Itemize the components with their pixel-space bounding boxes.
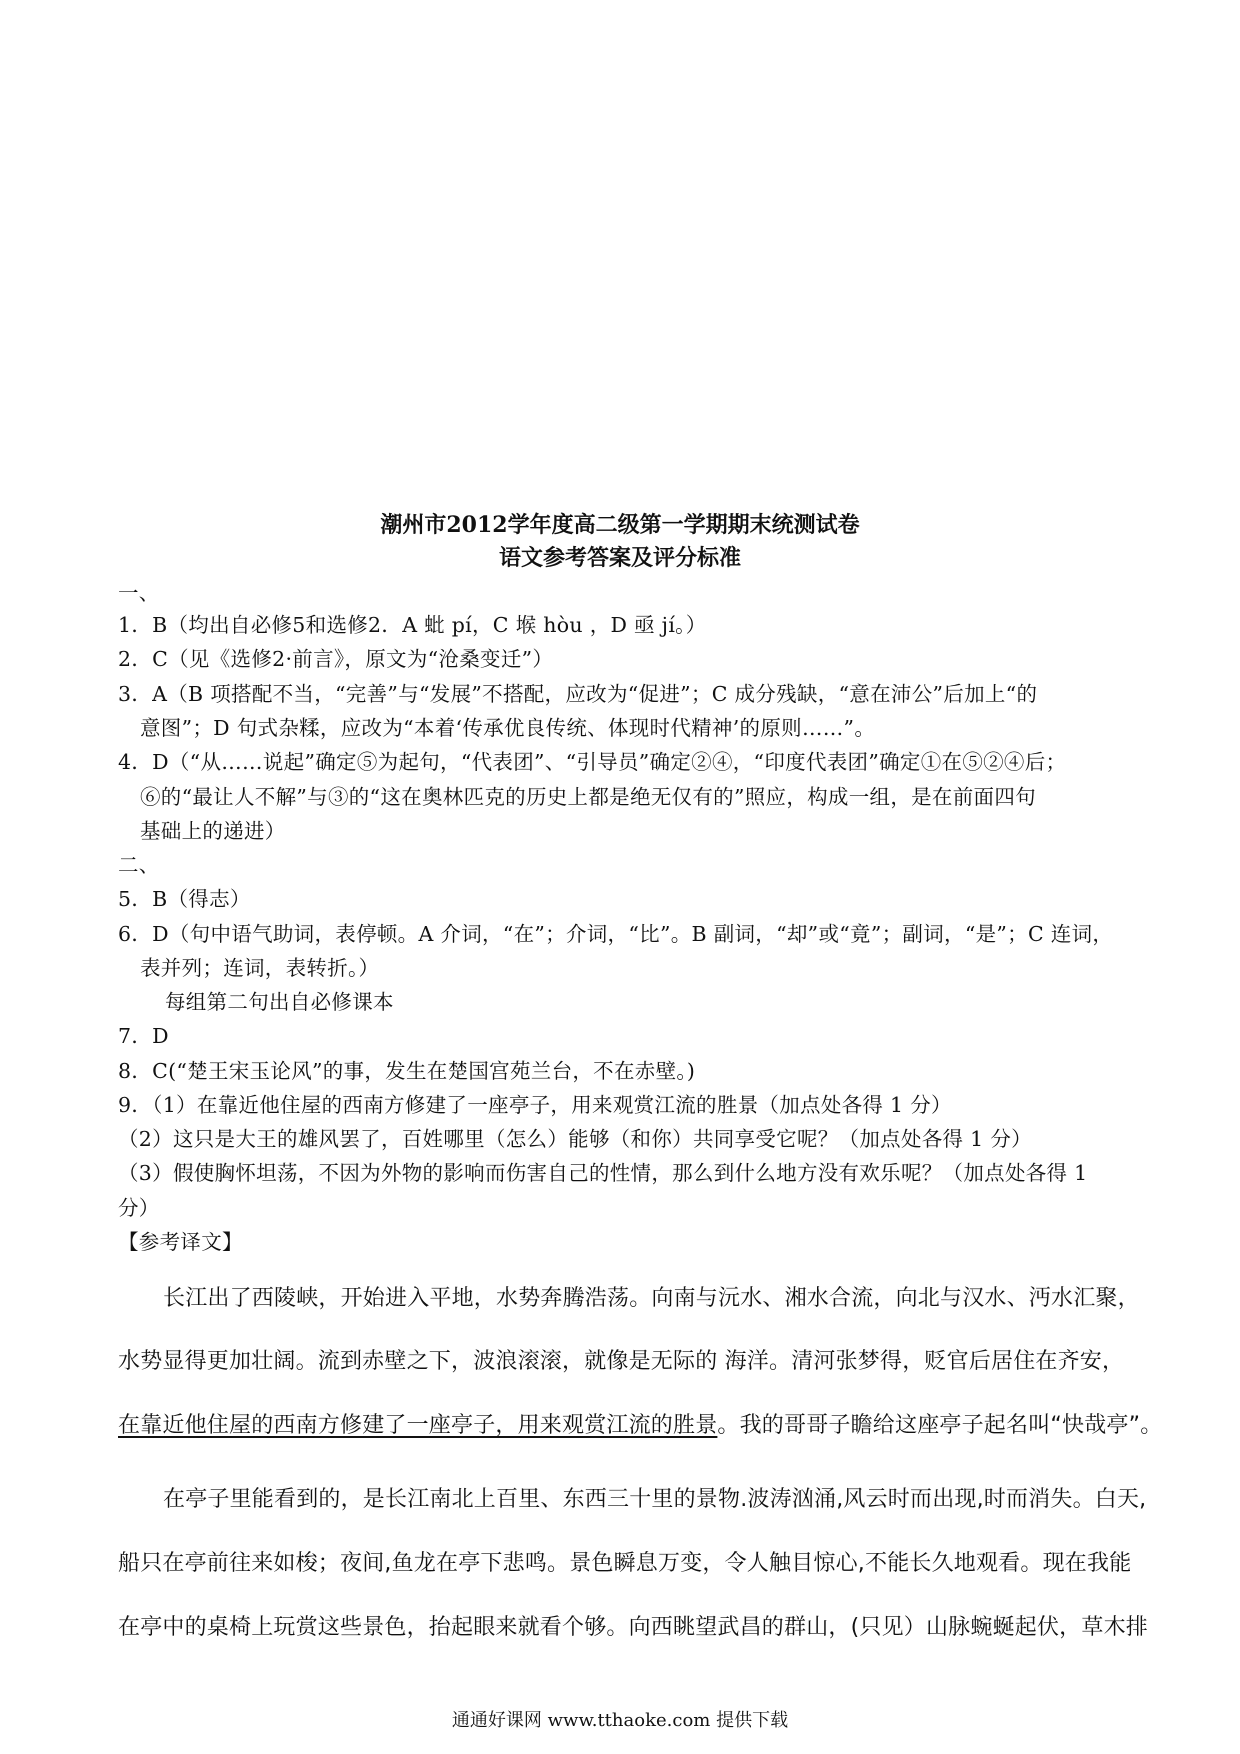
answer-1: 1．B（均出自必修5和选修2．A 蚍 pí，C 堠 hòu ，D 亟 jí。） <box>118 613 707 637</box>
translation-p2-line2: 船只在亭前往来如梭；夜间,鱼龙在亭下悲鸣。景色瞬息万变，令人触目惊心,不能长久地观看。现在我能 <box>118 1551 1132 1576</box>
answer-6-line2: 表并列；连词，表转折。） <box>140 956 380 980</box>
answer-9-part3: （3）假使胸怀坦荡，不因为外物的影响而伤害自己的性情，那么到什么地方没有欢乐呢？（加点处各得 1 <box>118 1161 1088 1185</box>
answer-5: 5．B（得志） <box>118 887 251 911</box>
translation-p1-line2: 水势显得更加壮阔。流到赤壁之下，波浪滚滚，就像是无际的 海洋。清河张梦得，贬官后居住在齐安， <box>118 1349 1125 1374</box>
answer-8: 8．C(“楚王宋玉论风”的事，发生在楚国宫苑兰台，不在赤壁。) <box>118 1059 696 1083</box>
section-two-heading: 二、 <box>118 853 160 877</box>
document-title: 潮州市2012学年度高二级第一学期期末统测试卷 <box>380 512 860 538</box>
translation-p1-line3-rest: 。我的哥哥子瞻给这座亭子起名叫“快哉亭”。 <box>717 1413 1163 1438</box>
translation-p1-line1: 长江出了西陵峡，开始进入平地，水势奔腾浩荡。向南与沅水、湘水合流，向北与汉水、沔水汇聚， <box>163 1286 1140 1311</box>
translation-p1-line3 <box>118 1408 1162 1439</box>
answer-3-line2: 意图”；D 句式杂糅，应改为“本着‘传承优良传统、体现时代精神’的原则……”。 <box>140 716 876 740</box>
answer-9-part1: 9．（1）在靠近他住屋的西南方修建了一座亭子，用来观赏江流的胜景（加点处各得 1 分） <box>118 1093 952 1117</box>
answer-6-line1: 6．D（句中语气助词，表停顿。A 介词，“在”；介词，“比”。B 副词，“却”或“竟”；副词，“是”；C 连词， <box>118 922 1114 946</box>
answer-9-part2: （2）这只是大王的雄风罢了，百姓哪里（怎么）能够（和你）共同享受它呢？（加点处各得 1 分） <box>118 1127 1032 1151</box>
answer-4-line2: ⑥的“最让人不解”与③的“这在奥林匹克的历史上都是绝无仅有的”照应，构成一组，是在前面四句 <box>140 785 1036 809</box>
answer-9-part3-cont: 分） <box>118 1196 160 1220</box>
answer-2: 2．C（见《选修2·前言》，原文为“沧桑变迁”） <box>118 647 554 671</box>
answer-4-line1: 4．D（“从……说起”确定⑤为起句，“代表团”、“引导员”确定②④，“印度代表团”确定①在⑤②④后； <box>118 750 1067 774</box>
translation-p2-line3: 在亭中的桌椅上玩赏这些景色，抬起眼来就看个够。向西眺望武昌的群山，(只见）山脉蜿蜒起伏，草木排 <box>118 1615 1148 1640</box>
section-one-heading: 一、 <box>118 581 160 605</box>
document-subtitle: 语文参考答案及评分标准 <box>498 545 741 571</box>
translation-underlined-phrase: 在靠近他住屋的西南方修建了一座亭子，用来观赏江流的胜景 <box>118 1413 718 1438</box>
answer-6-note: 每组第二句出自必修课本 <box>165 990 394 1014</box>
page-footer: 通通好课网 www.tthaoke.com 提供下载 <box>451 1710 789 1731</box>
answer-3-line1: 3．A（B 项搭配不当，“完善”与“发展”不搭配，应改为“促进”；C 成分残缺，“意在沛公”后加上“的 <box>118 682 1038 706</box>
answer-4-line3: 基础上的递进） <box>140 819 286 843</box>
translation-p2-line1: 在亭子里能看到的，是长江南北上百里、东西三十里的景物.波涛汹涌,风云时而出现,时而消失。白天, <box>163 1487 1147 1512</box>
answer-7: 7．D <box>118 1024 169 1048</box>
translation-header: 【参考译文】 <box>118 1230 243 1254</box>
